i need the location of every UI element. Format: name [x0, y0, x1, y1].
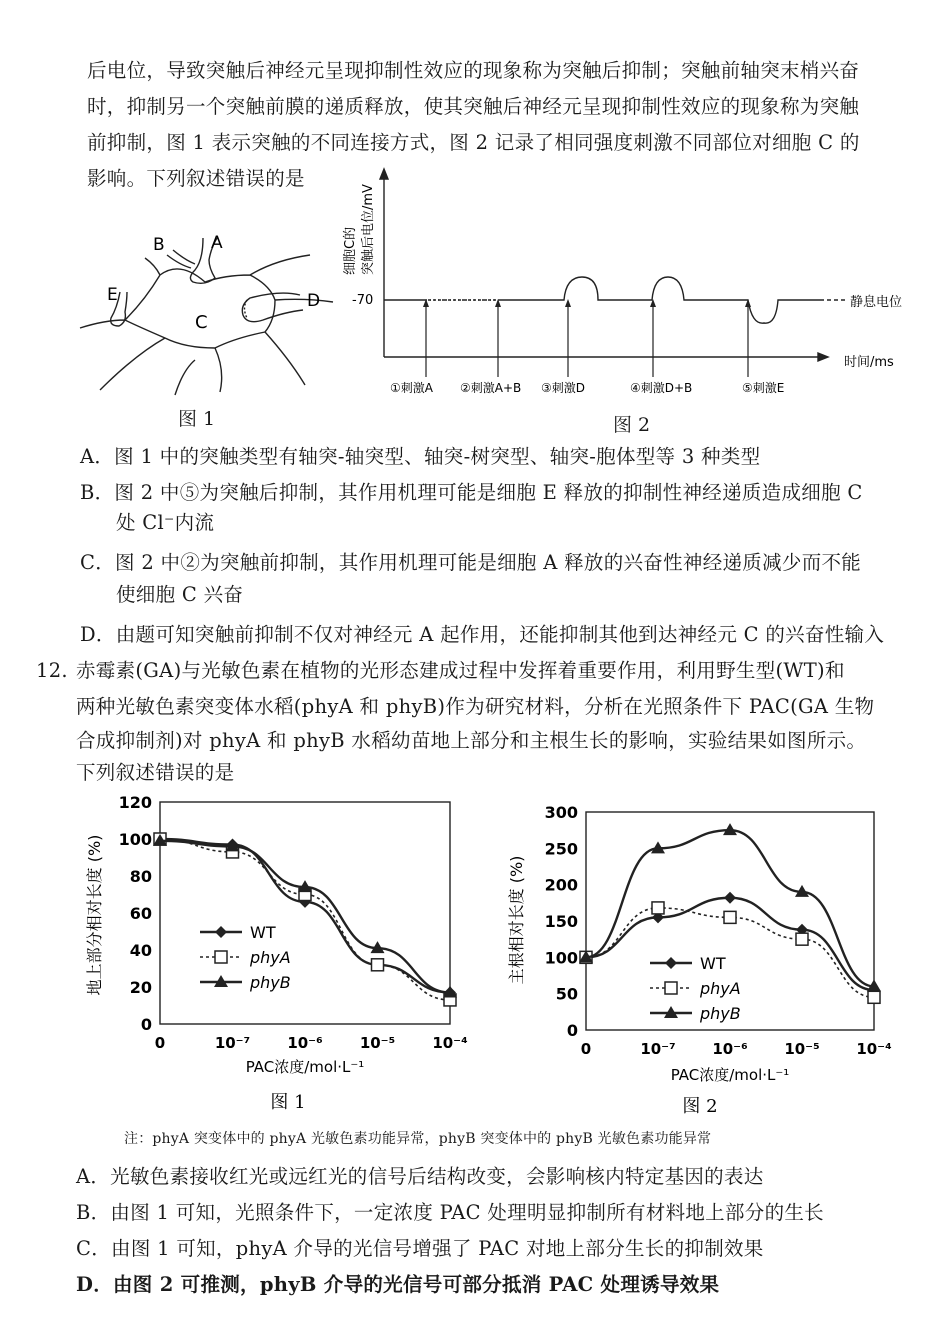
- q11-option-d: D．由题可知突触前抑制不仅对神经元 A 起作用，还能抑制其他到达神经元 C 的兴奋性输入: [80, 623, 885, 646]
- resting-potential-label: 静息电位: [850, 295, 903, 310]
- legend-marker-WT: [665, 957, 677, 969]
- x-tick-label: 10⁻⁷: [214, 1034, 251, 1052]
- y-tick-label: 60: [129, 904, 152, 923]
- chart2-x-axis-label: PAC浓度/mol·L⁻¹: [670, 1066, 790, 1084]
- neuron-diagram: [75, 220, 335, 400]
- y-tick-label: 80: [129, 867, 152, 886]
- y-tick-label: 100: [118, 830, 152, 849]
- q11-option-b-line-1: B．图 2 中⑤为突触后抑制，其作用机理可能是细胞 E 释放的抑制性神经递质造成细胞 C: [80, 481, 863, 504]
- y-axis-label-line-2: 突触后电位/mV: [361, 184, 376, 275]
- q12-line-1: 赤霉素(GA)与光敏色素在植物的光形态建成过程中发挥着重要作用，利用野生型(WT)和: [76, 659, 845, 682]
- legend-label-phyA: phyA: [700, 979, 741, 998]
- y-tick-label: 50: [555, 984, 578, 1004]
- chart1-caption: 图 1: [270, 1092, 306, 1113]
- shoot-length-chart: [78, 790, 478, 1120]
- y-tick-label: 100: [544, 948, 578, 968]
- q11-option-b-line-2: 处 Cl⁻内流: [116, 511, 215, 534]
- q12-option-b: B．由图 1 可知，光照条件下，一定浓度 PAC 处理明显抑制所有材料地上部分的生长: [76, 1201, 824, 1224]
- y-tick-label: 40: [129, 941, 152, 960]
- q12-number: 12.: [36, 659, 68, 682]
- y-tick-label: 300: [544, 803, 578, 822]
- legend-marker-phyA: [665, 982, 677, 994]
- root-length-chart: [500, 800, 910, 1122]
- intro-line-4: 影响。下列叙述错误的是: [87, 167, 305, 190]
- q12-note: 注：phyA 突变体中的 phyA 光敏色素功能异常，phyB 突变体中的 phyB 光敏色素功能异常: [124, 1131, 712, 1147]
- stimulus-label-3: ③刺激D: [541, 381, 585, 395]
- q12-option-c: C．由图 1 可知，phyA 介导的光信号增强了 PAC 对地上部分生长的抑制效果: [76, 1237, 764, 1260]
- intro-line-2: 时，抑制另一个突触前膜的递质释放，使其突触后神经元呈现抑制性效应的现象称为突触: [87, 95, 860, 118]
- potential-trace-diagram: [340, 165, 920, 405]
- data-point-WT: [724, 892, 736, 904]
- y-tick-label: 120: [118, 793, 152, 812]
- x-tick-label: 0: [154, 1034, 166, 1052]
- q12-line-2: 两种光敏色素突变体水稻(phyA 和 phyB)作为研究材料，分析在光照条件下 PAC(GA 生物: [76, 695, 875, 718]
- data-point-phyA: [652, 902, 664, 914]
- data-point-phyA: [796, 933, 808, 945]
- y-tick-label: 150: [544, 912, 578, 931]
- data-point-phyA: [372, 959, 384, 971]
- x-tick-label: 10⁻⁶: [712, 1040, 748, 1058]
- y-tick-label: 250: [544, 839, 578, 859]
- fig2-caption: 图 2: [613, 414, 651, 436]
- x-tick-label: 10⁻⁵: [359, 1034, 396, 1052]
- legend-label-WT: WT: [250, 923, 276, 942]
- data-point-phyA: [724, 911, 736, 923]
- label-C: C: [195, 312, 208, 333]
- y-tick-label: 20: [129, 978, 152, 997]
- q11-option-c-line-1: C．图 2 中②为突触前抑制，其作用机理可能是细胞 A 释放的兴奋性神经递质减少而不能: [80, 551, 862, 574]
- legend-label-phyB: phyB: [250, 973, 291, 992]
- y-tick-label: 0: [140, 1015, 152, 1034]
- legend-label-WT: WT: [700, 954, 726, 973]
- stimulus-label-4: ④刺激D+B: [630, 381, 693, 395]
- label-E: E: [107, 285, 118, 305]
- fig1-caption: 图 1: [178, 408, 216, 430]
- legend-label-phyB: phyB: [700, 1004, 741, 1023]
- time-axis-label: 时间/ms: [844, 355, 894, 370]
- chart2-y-axis-label: 主根相对长度 (%): [507, 855, 526, 985]
- label-B: B: [153, 235, 165, 255]
- chart2-caption: 图 2: [682, 1096, 718, 1117]
- q12-option-a: A．光敏色素接收红光或远红光的信号后结构改变，会影响核内特定基因的表达: [76, 1165, 764, 1188]
- q12-option-d: D．由图 2 可推测，phyB 介导的光信号可部分抵消 PAC 处理诱导效果: [76, 1273, 720, 1296]
- label-A: A: [211, 233, 223, 253]
- x-tick-label: 10⁻⁴: [432, 1034, 468, 1052]
- stimulus-label-1: ①刺激A: [390, 381, 433, 395]
- series-line-WT: [160, 839, 450, 993]
- label-D: D: [307, 291, 321, 311]
- intro-line-3: 前抑制，图 1 表示突触的不同连接方式，图 2 记录了相同强度刺激不同部位对细胞 C 的: [87, 131, 860, 154]
- q11-option-c-line-2: 使细胞 C 兴奋: [116, 583, 244, 606]
- x-tick-label: 10⁻⁴: [856, 1040, 892, 1058]
- data-point-phyA: [868, 991, 880, 1003]
- intro-line-1: 后电位，导致突触后神经元呈现抑制性效应的现象称为突触后抑制；突触前轴突末梢兴奋: [87, 59, 860, 82]
- chart1-x-axis-label: PAC浓度/mol·L⁻¹: [245, 1058, 365, 1076]
- y-axis-label-line-1: 细胞C的: [343, 226, 358, 275]
- stimulus-label-2: ②刺激A+B: [460, 381, 522, 395]
- x-tick-label: 0: [580, 1040, 592, 1058]
- legend-marker-phyA: [215, 951, 227, 963]
- series-line-phyA: [160, 839, 450, 1000]
- y-tick-label: 0: [566, 1021, 578, 1040]
- x-tick-label: 10⁻⁵: [784, 1040, 820, 1058]
- x-tick-label: 10⁻⁶: [287, 1034, 323, 1052]
- q12-line-4: 下列叙述错误的是: [76, 761, 235, 784]
- legend-marker-WT: [215, 926, 227, 938]
- legend-label-phyA: phyA: [250, 948, 291, 967]
- series-line-phyB: [586, 830, 874, 986]
- series-line-phyB: [160, 841, 450, 993]
- x-tick-label: 10⁻⁷: [640, 1040, 676, 1058]
- stimulus-label-5: ⑤刺激E: [742, 381, 785, 395]
- y-tick-minus70: -70: [352, 293, 374, 308]
- q12-line-3: 合成抑制剂)对 phyA 和 phyB 水稻幼苗地上部分和主根生长的影响，实验结果如图所示。: [76, 729, 867, 752]
- y-tick-label: 200: [544, 875, 578, 895]
- chart1-y-axis-label: 地上部分相对长度 (%): [85, 834, 104, 996]
- q11-option-a: A．图 1 中的突触类型有轴突-轴突型、轴突-树突型、轴突-胞体型等 3 种类型: [80, 445, 761, 468]
